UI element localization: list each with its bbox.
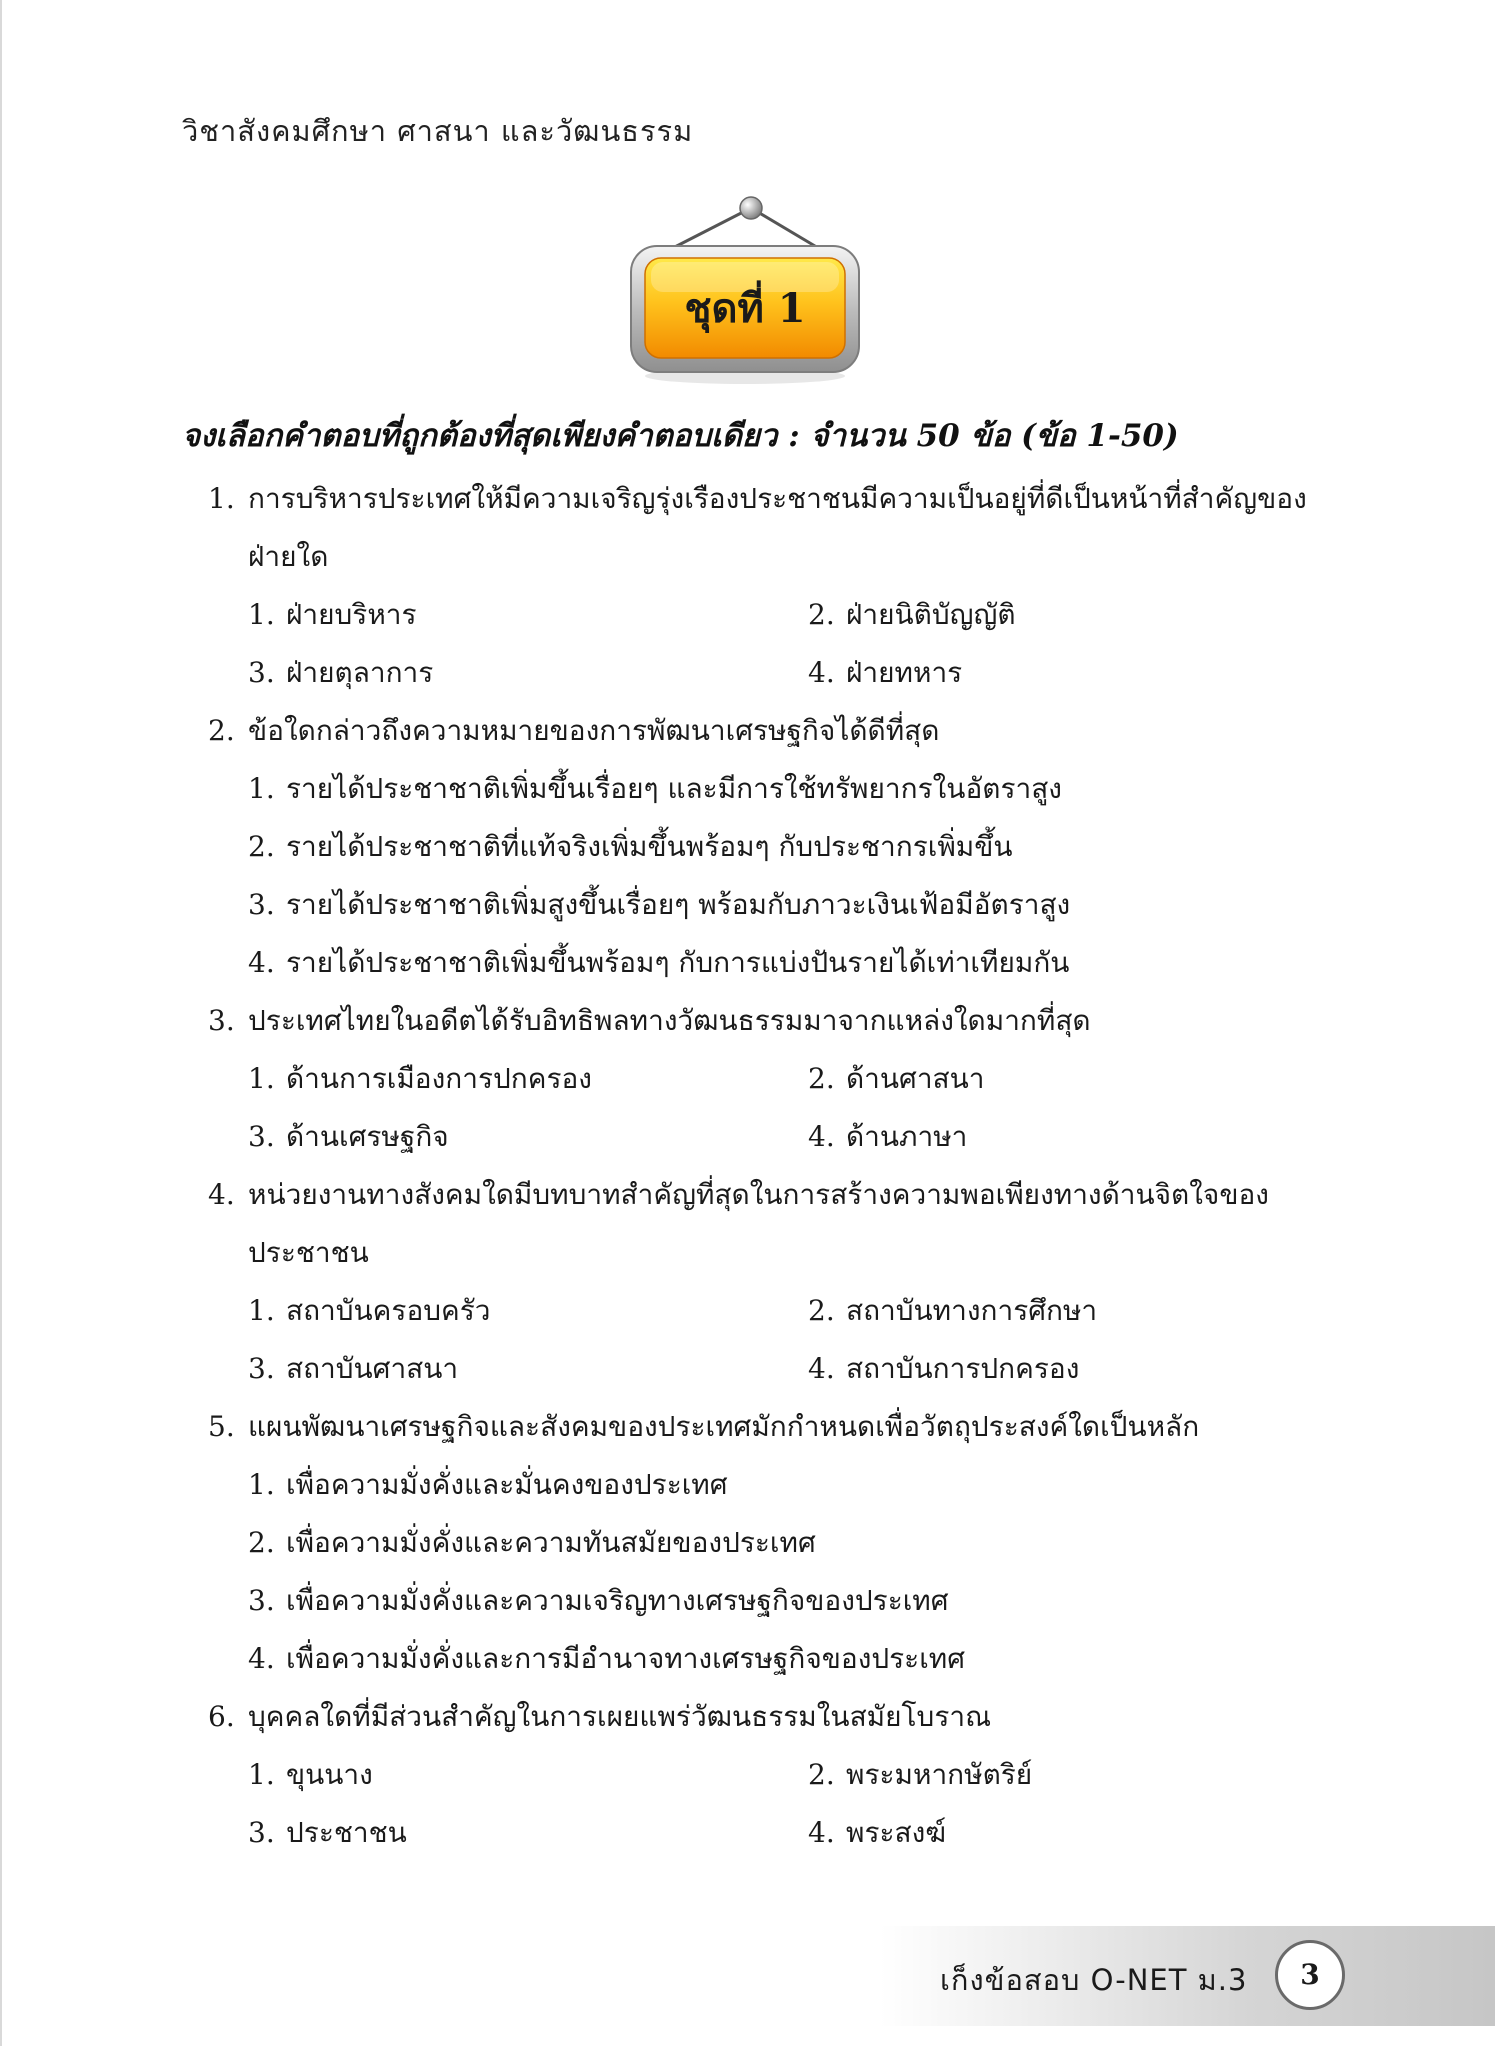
option-text: ฝ่ายนิติบัญญัติ [846, 598, 1016, 631]
question-number: 6. [208, 1700, 235, 1733]
set-sign [625, 194, 865, 394]
question-number: 5. [208, 1410, 235, 1443]
option-text: เพื่อความมั่งคั่งและความเจริญทางเศรษฐกิจของประเทศ [286, 1584, 949, 1617]
option-number: 1. [248, 1294, 275, 1327]
footer-book-title: เก็งข้อสอบ O-NET ม.3 [940, 1963, 1248, 1997]
option-text: ด้านศาสนา [846, 1062, 985, 1095]
option-3 [248, 1572, 1328, 1630]
option-2 [808, 586, 1328, 644]
option-4 [808, 1340, 1328, 1398]
option-3 [248, 644, 808, 702]
option-number: 1. [248, 1468, 275, 1501]
question-number: 4. [208, 1178, 235, 1211]
option-text: ฝ่ายทหาร [846, 656, 963, 689]
options [248, 1282, 1328, 1398]
question-text: หน่วยงานทางสังคมใดมีบทบาทสำคัญที่สุดในการสร้างความพอเพียงทางด้านจิตใจของประชาชน [248, 1178, 1269, 1269]
option-text: เพื่อความมั่งคั่งและมั่นคงของประเทศ [286, 1468, 728, 1501]
option-number: 2. [808, 598, 835, 631]
option-text: สถาบันทางการศึกษา [846, 1294, 1098, 1327]
option-text: ฝ่ายบริหาร [286, 598, 417, 631]
option-text: รายได้ประชาชาติเพิ่มสูงขึ้นเรื่อยๆ พร้อมกับภาวะเงินเฟ้อมีอัตราสูง [286, 888, 1071, 921]
option-text: ด้านเศรษฐกิจ [286, 1120, 449, 1153]
question-number: 2. [208, 714, 235, 747]
option-number: 2. [808, 1294, 835, 1327]
option-number: 3. [248, 1120, 275, 1153]
question-text: การบริหารประเทศให้มีความเจริญรุ่งเรืองประชาชนมีความเป็นอยู่ที่ดีเป็นหน้าที่สำคัญของฝ่ายใด [248, 482, 1307, 573]
option-text: ขุนนาง [286, 1758, 373, 1791]
question-3 [208, 992, 1328, 1166]
set-label: ชุดที่ 1 [684, 285, 806, 332]
option-number: 2. [248, 1526, 275, 1559]
option-number: 4. [808, 656, 835, 689]
option-1 [248, 586, 808, 644]
option-2 [248, 818, 1328, 876]
option-number: 1. [248, 1758, 275, 1791]
option-number: 1. [248, 1062, 275, 1095]
option-4 [808, 644, 1328, 702]
question-text: ข้อใดกล่าวถึงความหมายของการพัฒนาเศรษฐกิจได้ดีที่สุด [248, 714, 940, 747]
option-number: 3. [248, 1352, 275, 1385]
option-text: ด้านการเมืองการปกครอง [286, 1062, 592, 1095]
option-number: 3. [248, 656, 275, 689]
option-number: 4. [808, 1120, 835, 1153]
option-number: 3. [248, 1816, 275, 1849]
option-number: 4. [808, 1352, 835, 1385]
question-6 [208, 1688, 1328, 1862]
option-text: สถาบันการปกครอง [846, 1352, 1080, 1385]
option-1 [248, 1456, 1328, 1514]
options [248, 1050, 1328, 1166]
question-number: 1. [208, 482, 235, 515]
subject-header: วิชาสังคมศึกษา ศาสนา และวัฒนธรรม [182, 114, 694, 148]
page-number: 3 [1275, 1940, 1345, 2010]
option-2 [808, 1282, 1328, 1340]
option-4 [248, 1630, 1328, 1688]
question-text: บุคคลใดที่มีส่วนสำคัญในการเผยแพร่วัฒนธรรมในสมัยโบราณ [248, 1700, 992, 1733]
option-text: เพื่อความมั่งคั่งและการมีอำนาจทางเศรษฐกิจของประเทศ [286, 1642, 966, 1675]
option-number: 3. [248, 888, 275, 921]
question-1 [208, 470, 1328, 702]
option-2 [808, 1050, 1328, 1108]
option-text: สถาบันศาสนา [286, 1352, 459, 1385]
option-text: ประชาชน [286, 1816, 407, 1849]
question-number: 3. [208, 1004, 235, 1037]
page-edge-rule [0, 0, 2, 2046]
option-1 [248, 1050, 808, 1108]
option-4 [808, 1804, 1328, 1862]
question-4 [208, 1166, 1328, 1398]
option-3 [248, 1108, 808, 1166]
option-1 [248, 1746, 808, 1804]
question-text: ประเทศไทยในอดีตได้รับอิทธิพลทางวัฒนธรรมมาจากแหล่งใดมากที่สุด [248, 1004, 1091, 1037]
question-5 [208, 1398, 1328, 1688]
option-number: 2. [808, 1062, 835, 1095]
option-text: รายได้ประชาชาติเพิ่มขึ้นพร้อมๆ กับการแบ่งปันรายได้เท่าเทียมกัน [286, 946, 1070, 979]
option-number: 4. [248, 1642, 275, 1675]
option-number: 3. [248, 1584, 275, 1617]
option-text: ด้านภาษา [846, 1120, 968, 1153]
option-text: รายได้ประชาชาติที่แท้จริงเพิ่มขึ้นพร้อมๆ กับประชากรเพิ่มขึ้น [286, 830, 1013, 863]
option-2 [808, 1746, 1328, 1804]
question-list [208, 470, 1328, 1862]
option-number: 1. [248, 598, 275, 631]
option-text: รายได้ประชาชาติเพิ่มขึ้นเรื่อยๆ และมีการใช้ทรัพยากรในอัตราสูง [286, 772, 1062, 805]
instruction-text: จงเลือกคำตอบที่ถูกต้องที่สุดเพียงคำตอบเดียว : จำนวน 50 ข้อ (ข้อ 1-50) [182, 418, 1179, 454]
option-number: 2. [248, 830, 275, 863]
option-3 [248, 1804, 808, 1862]
options [248, 760, 1328, 992]
question-text: แผนพัฒนาเศรษฐกิจและสังคมของประเทศมักกำหนดเพื่อวัตถุประสงค์ใดเป็นหลัก [248, 1410, 1200, 1443]
option-number: 1. [248, 772, 275, 805]
option-3 [248, 876, 1328, 934]
options [248, 1746, 1328, 1862]
option-1 [248, 1282, 808, 1340]
question-2 [208, 702, 1328, 992]
option-1 [248, 760, 1328, 818]
option-text: พระมหากษัตริย์ [846, 1758, 1033, 1791]
option-number: 2. [808, 1758, 835, 1791]
option-3 [248, 1340, 808, 1398]
option-2 [248, 1514, 1328, 1572]
option-text: พระสงฆ์ [846, 1816, 947, 1849]
option-text: ฝ่ายตุลาการ [286, 656, 434, 689]
option-number: 4. [808, 1816, 835, 1849]
option-text: สถาบันครอบครัว [286, 1294, 491, 1327]
option-4 [808, 1108, 1328, 1166]
option-4 [248, 934, 1328, 992]
option-number: 4. [248, 946, 275, 979]
options [248, 586, 1328, 702]
options [248, 1456, 1328, 1688]
option-text: เพื่อความมั่งคั่งและความทันสมัยของประเทศ [286, 1526, 816, 1559]
